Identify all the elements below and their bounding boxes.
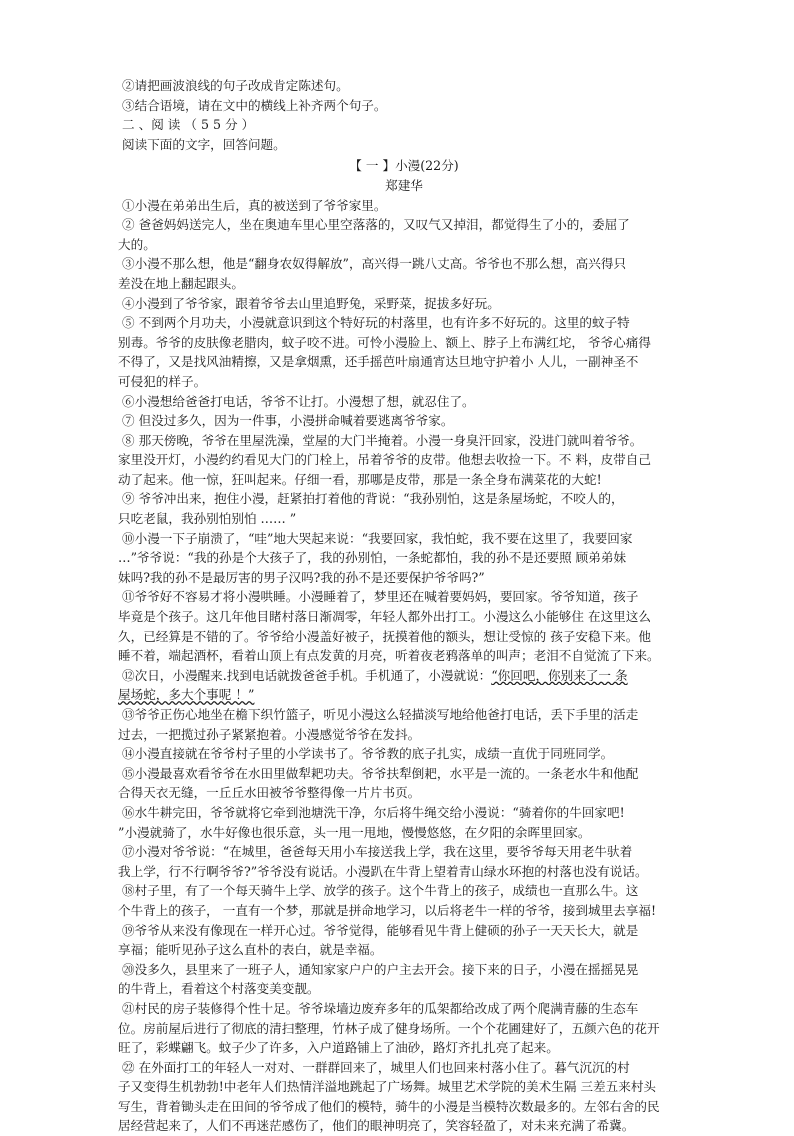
article-paragraph [118, 842, 690, 881]
article-paragraph [118, 999, 690, 1058]
paragraph-line: 居经营起来了，人们不再迷茫感伤了，他们的眼神明亮了，笑容轻盈了，对未来充满了希冀。 [118, 1118, 635, 1134]
paragraph-line: 子又变得生机勃勃!中老年人们热情洋溢地跳起了广场舞。城里艺术学院的美术生隔 三差五来村头 [118, 1079, 657, 1095]
paragraph-line: 不得了，又是找风油精擦，又是拿烟熏，还手摇芭叶扇通宵达旦地守护着小 人儿，一副神圣不 [118, 354, 639, 370]
paragraph-line: 妹吗?我的孙不是最厉害的男子汉吗?我的孙不是还要保护爷爷吗?” [118, 569, 485, 585]
paragraph-line: ⑲爷爷从来没有像现在一样开心过。爷爷觉得，能够看见牛背上健硕的孙子一天天长大，就是 [122, 922, 639, 938]
paragraph-line: 位。房前屋后进行了彻底的清扫整理，竹林子成了健身场所。一个个花圃建好了，五颜六色的花开 [118, 1020, 660, 1036]
article-paragraph [118, 294, 690, 314]
paragraph-line: ⑱村子里，有了一个每天骑牛上学、放学的孩子。这个牛背上的孩子，成绩也一直那么牛。这 [122, 883, 639, 899]
paragraph-line: ⑳没多久，县里来了一班子人，通知家家户户的户主去开会。接下来的日子，小漫在摇摇晃晃 [122, 961, 639, 977]
paragraph-line: ”小漫就骑了，水牛好像也很乐意，头一甩一甩地，慢慢悠悠，在夕阳的余晖里回家。 [118, 824, 591, 840]
section-heading: 二 、阅 读 （ 5 5 分 ） [122, 117, 255, 133]
question-3: ③结合语境，请在文中的横线上补齐两个句子。 [122, 97, 387, 113]
paragraph-line: ⑤ 不到两个月功夫，小漫就意识到这个特好玩的村落里，也有许多不好玩的。这里的蚊子特 [122, 315, 630, 331]
article-paragraph [118, 254, 690, 293]
article-paragraph [118, 666, 690, 705]
article-body [118, 196, 690, 1136]
article-paragraph [118, 215, 690, 254]
paragraph-line: ⑮小漫最喜欢看爷爷在水田里做犁耙功夫。爷爷扶犁倒耙，水平是一流的。一条老水牛和他配 [122, 765, 639, 781]
paragraph-line: …”爷爷说：“我的孙是个大孩子了，我的孙别怕，一条蛇都怕，我的孙不是还要照 顾弟弟妹 [118, 550, 627, 566]
paragraph-line: ⑭小漫直接就在爷爷村子里的小学读书了。爷爷教的底子扎实，成绩一直优于同班同学。 [122, 746, 614, 762]
article-paragraph [118, 803, 690, 842]
paragraph-line: 合得天衣无缝，一丘丘水田被爷爷整得像一片片书页。 [118, 785, 421, 801]
paragraph-line: 可侵犯的样子。 [118, 373, 207, 389]
paragraph-line: ㉑村民的房子装修得个性十足。爷爷垛墙边废弃多年的瓜架都给改成了两个爬满青藤的生态车 [122, 1000, 639, 1016]
paragraph-line: ⑰小漫对爷爷说：“在城里，爸爸每天用小车接送我上学，我在这里，要爷爷每天用老牛驮着 [122, 844, 633, 860]
article-paragraph [118, 744, 690, 764]
paragraph-line: ⑨ 爷爷冲出来，抱住小漫，赶紧拍打着他的背说：“我孙别怕，这是条屋场蛇，不咬人的， [122, 491, 624, 507]
article-paragraph [118, 196, 690, 216]
wavy-underlined-sentence: 屋场蛇，多大个事呢 ！” [118, 687, 255, 703]
paragraph-line: 的牛背上，看着这个村落变美变靓。 [118, 981, 320, 997]
paragraph-line: 我上学，行不行啊爷爷?”爷爷没有说话。小漫趴在牛背上望着青山绿水环抱的村落也没有说话。 [118, 863, 648, 879]
article-paragraph [118, 529, 690, 588]
article-paragraph [118, 1058, 690, 1136]
article-paragraph [118, 431, 690, 490]
paragraph-line: 家里没开灯，小漫约约看见大门的门栓上，吊着爷爷的皮带。他想去收捡一下。不 料，皮带自己 [118, 452, 651, 468]
paragraph-line: 享福；能听见孙子这么直朴的表白，就是幸福。 [118, 942, 383, 958]
paragraph-line: 久，已经算是不错的了。爷爷给小漫盖好被子，抚摸着他的额头，想让受惊的 孩子安稳下来。他 [118, 628, 651, 644]
paragraph-line: ⑦ 但没过多久，因为一件事，小漫拼命喊着要逃离爷爷家。 [122, 413, 454, 429]
paragraph-line: 过去，一把揽过孙子紧紧抱着。小漫感觉爷爷在发抖。 [118, 726, 421, 742]
article-title: 【 一 】小漫(22分) [349, 158, 459, 174]
paragraph-line: 写生，背着锄头走在田间的爷爷成了他们的模特，骑牛的小漫是当模特次数最多的。左邻右舍的民 [118, 1098, 660, 1114]
article-paragraph [118, 313, 690, 391]
paragraph-line: 旺了，彩蝶翩飞。蚊子少了许多，入户道路铺上了油砂，路灯齐扎扎亮了起来。 [118, 1040, 559, 1056]
paragraph-line: 只吃老鼠，我孙别怕别怕 …… ” [118, 511, 297, 527]
paragraph-line: ② 爸爸妈妈送完人，坐在奥迪车里心里空落落的，又叹气又掉泪，都觉得生了小的，委屈了 [122, 217, 630, 233]
paragraph-line: 差没在地上翻起跟头。 [118, 275, 244, 291]
article-author: 郑建华 [385, 177, 423, 193]
article-paragraph [118, 764, 690, 803]
paragraph-line: ⑬爷爷正伤心地坐在檐下织竹篮子，听见小漫这么轻描淡写地给他爸打电话，丢下手里的活走 [122, 707, 639, 722]
article-paragraph [118, 960, 690, 999]
article-paragraph [118, 587, 690, 665]
article-paragraph [118, 411, 690, 431]
paragraph-line: ⑥小漫想给爸爸打电话，爷爷不让打。小漫想了想，就忍住了。 [122, 393, 475, 409]
paragraph-line: ⑯水牛耕完田，爷爷就将它牵到池塘洗干净，尔后将牛绳交给小漫说：“骑着你的牛回家吧! [122, 804, 625, 820]
paragraph-line: ③小漫不那么想，他是“翻身农奴得解放”，高兴得一跳八丈高。爷爷也不那么想，高兴得只 [122, 256, 627, 272]
article-paragraph [118, 881, 690, 920]
paragraph-line: 睡不着，端起酒杯，看着山顶上有点发黄的月亮，听着夜老鸦落单的叫声；老泪不自觉流了下来。 [118, 648, 660, 664]
wavy-underlined-sentence: “你回吧，你别来了一 条 [491, 667, 628, 683]
paragraph-line: ⑪爷爷好不容易才将小漫哄睡。小漫睡着了，梦里还在喊着要妈妈，要回家。爷爷知道，孩子 [122, 589, 639, 605]
paragraph-text: ⑫次日，小漫醒来.找到电话就拨爸爸手机。手机通了，小漫就说： [122, 667, 492, 683]
document-page [118, 76, 690, 1136]
article-paragraph [118, 921, 690, 960]
paragraph-line: ①小漫在弟弟出生后，真的被送到了爷爷家里。 [122, 197, 387, 213]
paragraph-line: 毕竟是个孩子。这几年他目睹村落日渐凋零，年轻人都外出打工。小漫这么小能够住 在这里这么 [118, 609, 651, 625]
reading-instruction: 阅读下面的文字，回答问题。 [122, 136, 286, 152]
paragraph-line: 大的。 [118, 236, 156, 252]
paragraph-line [118, 685, 690, 705]
article-paragraph [118, 392, 690, 412]
article-paragraph [118, 489, 690, 528]
paragraph-line: ④小漫到了爷爷家，跟着爷爷去山里追野兔，采野菜，捉拔多好玩。 [122, 295, 500, 311]
paragraph-line: ⑧ 那天傍晚，爷爷在里屋洗澡，堂屋的大门半掩着。小漫一身臭汗回家，没进门就叫着爷爷。 [122, 432, 643, 448]
paragraph-line: 别毒。爷爷的皮肤像老腊肉，蚊子咬不进。可怜小漫脸上、额上、脖子上布满红坨， 爷爷心痛得 [118, 334, 651, 350]
question-2: ②请把画波浪线的句子改成肯定陈述句。 [122, 78, 349, 93]
paragraph-line: 动了起来。他一惊，狂叫起来。仔细一看，那哪是皮带，那是一条全身布满菜花的大蛇! [118, 471, 602, 487]
article-paragraph [118, 705, 690, 744]
paragraph-line: ㉒ 在外面打工的年轻人一对对、一群群回来了，城里人们也回来村落小住了。暮气沉沉的村 [122, 1059, 630, 1075]
paragraph-line: 个牛背上的孩子， 一直有一个梦，那就是拼命地学习，以后将老牛一样的爷爷，接到城里去享福! [118, 902, 657, 918]
paragraph-line [118, 666, 690, 686]
paragraph-line: ⑩小漫一下子崩溃了，“哇”地大哭起来说：“我要回家，我怕蛇，我不要在这里了，我要回家 [122, 530, 633, 546]
